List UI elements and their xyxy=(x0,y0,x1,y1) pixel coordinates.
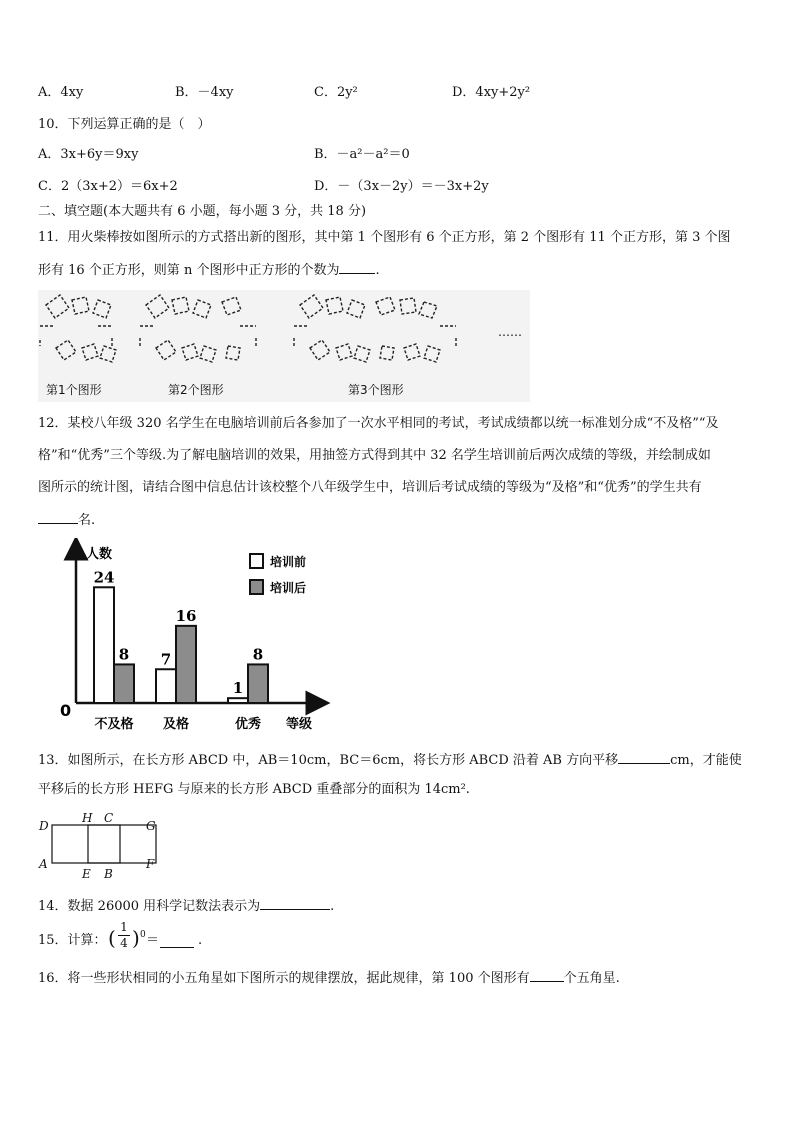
q10-option-d: D．－（3x－2y）＝－3x+2y xyxy=(314,179,489,194)
q9-option-d: D．4xy+2y² xyxy=(452,85,531,100)
q15-equals: ＝ xyxy=(146,933,160,948)
bar-before-0 xyxy=(94,587,114,703)
point-A: A xyxy=(39,857,48,871)
point-F: F xyxy=(146,857,155,871)
fig-label-1: 第1个图形 xyxy=(46,383,102,397)
point-E: E xyxy=(82,867,91,880)
legend-swatch xyxy=(250,580,263,594)
answer-blank xyxy=(38,510,78,524)
legend-swatch xyxy=(250,554,263,568)
category-label: 及格 xyxy=(162,717,190,732)
section-heading: 二、填空题(本大题共有 6 小题，每小题 3 分，共 18 分) xyxy=(38,204,367,219)
legend-label: 培训前 xyxy=(270,555,307,569)
bar-value-label: 1 xyxy=(232,679,244,698)
matchstick-figure xyxy=(38,290,530,402)
q11-line2-text: 形有 16 个正方形，则第 n 个图形中正方形的个数为 xyxy=(38,263,340,278)
q12-line3: 图所示的统计图，请结合图中信息估计该校整个八年级学生中，培训后考试成绩的等级为“及格”和“优秀”的学生共有 xyxy=(38,480,702,495)
q13-line1 xyxy=(38,750,742,770)
bar-value-label: 8 xyxy=(252,645,264,664)
ellipsis: …… xyxy=(498,325,522,339)
q10-option-b: B．－a²－a²＝0 xyxy=(314,147,410,162)
q15-fraction xyxy=(118,920,130,951)
q15-paren-close: ) xyxy=(132,926,140,950)
q14-line xyxy=(38,896,334,916)
q15-end: . xyxy=(198,933,203,948)
point-B: B xyxy=(104,867,113,880)
point-G: G xyxy=(146,819,156,833)
q16-text: 16．将一些形状相同的小五角星如下图所示的规律摆放，据此规律，第 100 个图形有 xyxy=(38,971,530,986)
q13-line2: 平移后的长方形 HEFG 与原来的长方形 ABCD 重叠部分的面积为 14cm². xyxy=(38,782,470,797)
fig-label-2: 第2个图形 xyxy=(168,383,224,397)
bar-after-1 xyxy=(176,626,196,703)
bar-after-2 xyxy=(248,664,268,703)
q15-numerator: 1 xyxy=(118,920,130,936)
origin-label: 0 xyxy=(60,701,72,720)
bar-before-1 xyxy=(156,669,176,703)
q15-denominator: 4 xyxy=(120,936,128,950)
q9-option-c: C．2y² xyxy=(314,85,358,100)
bar-value-label: 8 xyxy=(118,645,130,664)
q9-option-b: B．－4xy xyxy=(175,85,234,100)
answer-blank xyxy=(160,934,194,948)
q12-line4-end: 名. xyxy=(78,513,96,528)
bar-value-label: 7 xyxy=(160,650,172,669)
q16-line xyxy=(38,968,620,988)
bar-after-0 xyxy=(114,664,134,703)
q13-line1-end: cm，才能使 xyxy=(670,753,742,768)
category-label: 不及格 xyxy=(94,717,134,732)
q11-line2 xyxy=(38,260,380,280)
category-label: 优秀 xyxy=(234,717,262,732)
q15-text: 15．计算： xyxy=(38,933,107,948)
q12-line1: 12．某校八年级 320 名学生在电脑培训前后各参加了一次水平相同的考试，考试成绩都以统一标准划分成“不及格”“及 xyxy=(38,416,719,431)
q10-option-c: C．2（3x+2）＝6x+2 xyxy=(38,179,178,194)
q9-option-a: A．4xy xyxy=(38,85,84,100)
q11-line2-end: . xyxy=(375,263,380,278)
q11-line1: 11．用火柴棒按如图所示的方式搭出新的图形，其中第 1 个图形有 6 个正方形，第 2 个图形有 11 个正方形，第 3 个图 xyxy=(38,230,731,245)
x-axis-label: 等级 xyxy=(286,717,313,732)
bar-value-label: 16 xyxy=(175,606,197,625)
legend-label: 培训后 xyxy=(270,581,307,595)
answer-blank xyxy=(260,896,330,910)
q15-paren-open: ( xyxy=(108,926,116,950)
q14-end: . xyxy=(330,899,335,914)
q13-line1-text: 13．如图所示，在长方形 ABCD 中，AB＝10cm，BC＝6cm，将长方形 ABCD 沿着 AB 方向平移 xyxy=(38,753,619,768)
answer-blank xyxy=(339,260,375,274)
q15-exponent: 0 xyxy=(140,930,146,940)
point-C: C xyxy=(104,811,114,825)
q14-text: 14．数据 26000 用科学记数法表示为 xyxy=(38,899,261,914)
point-H: H xyxy=(82,811,93,825)
answer-blank xyxy=(618,750,670,764)
q16-end: 个五角星. xyxy=(563,971,620,986)
q12-line2: 格”和“优秀”三个等级.为了解电脑培训的效果，用抽签方式得到其中 32 名学生培训前后两次成绩的等级，并绘制成如 xyxy=(38,448,711,463)
q10-stem: 10．下列运算正确的是（ ） xyxy=(38,117,211,132)
rectangle-translation-figure xyxy=(36,808,166,880)
bar-chart xyxy=(52,538,332,738)
q12-line4 xyxy=(38,510,95,530)
bar-value-label: 24 xyxy=(93,568,115,587)
point-D: D xyxy=(39,819,49,833)
q10-option-a: A．3x+6y＝9xy xyxy=(38,147,139,162)
y-axis-label: 人数 xyxy=(86,547,113,562)
bar-before-2 xyxy=(228,698,248,703)
answer-blank xyxy=(530,968,564,982)
fig-label-3: 第3个图形 xyxy=(348,383,404,397)
